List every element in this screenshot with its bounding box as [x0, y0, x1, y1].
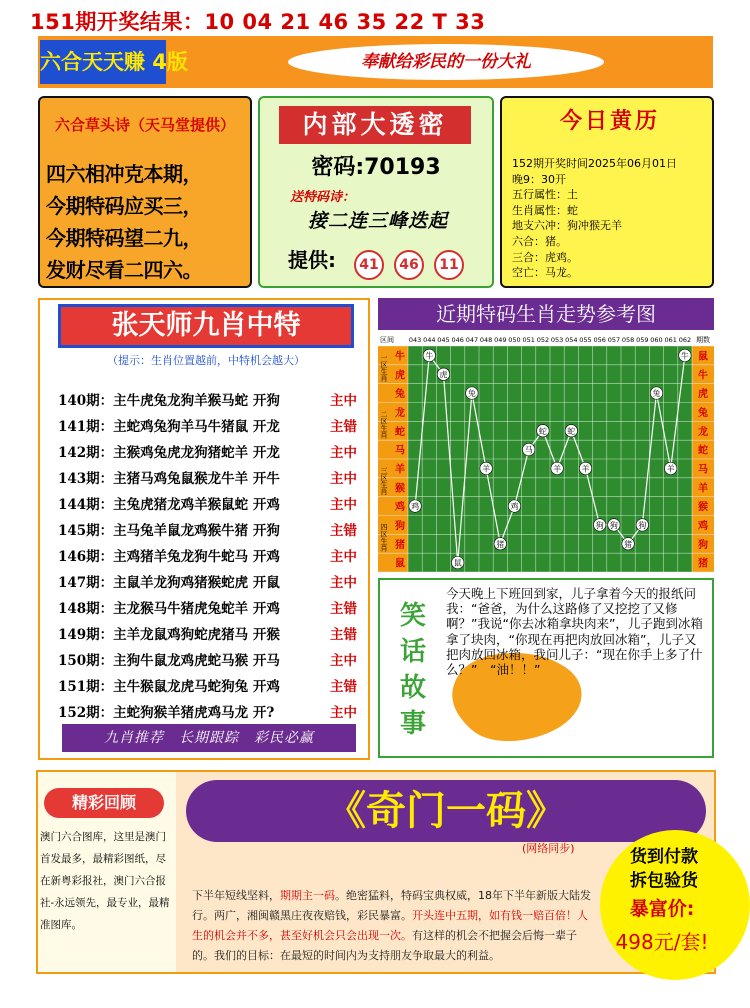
- prediction-text: 150期：主狗牛鼠龙鸡虎蛇马猴 开马: [58, 653, 280, 669]
- prediction-row: [58, 596, 366, 622]
- period-label: 052: [536, 336, 550, 344]
- left-zodiac-label: 猴: [395, 483, 405, 495]
- zone-label: 一区生肖: [380, 354, 388, 382]
- joke-text: 今天晚上下班回到家，儿子拿着今天的报纸问我：“爸爸，为什么这路修了又挖挖了又修啊？”我说“你去冰箱拿块肉来”，儿子跑到冰箱拿了块肉，“你现在再把肉放回冰箱”，儿子又把肉放回冰箱，我问儿子：“现在你手上多了什么？” “油！！”: [446, 586, 703, 678]
- trend-point-label: 狗: [638, 520, 647, 530]
- trend-title: 近期特码生肖走势参考图: [378, 298, 714, 330]
- zone-label: 二区生肖: [380, 410, 388, 439]
- prediction-text: 152期：主蛇狗猴羊猪虎鸡马龙 开?: [58, 705, 275, 721]
- poem-line: 今期特码望二九，: [46, 226, 202, 250]
- trend-point-label: 羊: [482, 464, 491, 474]
- trend-point-label: 狗: [595, 520, 604, 530]
- prediction-result: 主错: [330, 627, 357, 643]
- left-zodiac-label: 狗: [395, 520, 405, 532]
- almanac-line: 六合：猪。: [512, 234, 567, 248]
- trend-point-label: 蛇: [538, 426, 547, 436]
- almanac-line: 三合：虎鸡。: [512, 250, 578, 264]
- poem-lines: [46, 158, 251, 286]
- prediction-text: 143期：主猪马鸡兔鼠猴龙牛羊 开牛: [58, 471, 280, 487]
- trend-point-label: 虎: [439, 370, 448, 380]
- prediction-row: [58, 570, 366, 596]
- period-label: 047: [465, 336, 479, 344]
- period-label: 046: [451, 336, 464, 344]
- period-label: 056: [593, 336, 606, 344]
- description-segment: 。绝密猛料，特码宝典权威，18年下半年新版大陆发行。两广，湘闽赣黑庄夜夜赔钱，彩民暴富。: [192, 889, 591, 922]
- right-zodiac-label: 虎: [698, 389, 708, 401]
- prediction-row: [58, 674, 366, 700]
- prediction-result: 主中: [330, 445, 357, 461]
- description-segment: 开头连中五期，如有钱一赔百倍！人生的机会并不多，甚至好机会只会出现一次。: [192, 909, 588, 942]
- prediction-row: [58, 544, 366, 570]
- nine-hint: （提示：生肖位置越前，中特机会越大）: [107, 354, 305, 367]
- prediction-row: [58, 700, 366, 726]
- trend-point-label: 猪: [624, 539, 633, 549]
- secret-title: 内部大透密: [279, 106, 471, 144]
- period-label: 044: [423, 336, 436, 344]
- prediction-row: [58, 518, 366, 544]
- trend-point-label: 兔: [467, 389, 476, 399]
- prediction-result: 主错: [330, 679, 357, 695]
- provide-label: 提供:: [288, 248, 336, 272]
- joke-label: 笑 话 故 事: [399, 601, 426, 739]
- poem-line: 发财尽看二四六。: [46, 258, 202, 282]
- number-ball: 41: [354, 250, 384, 280]
- prediction-result: 主错: [330, 523, 357, 539]
- inspect-label: 拆包验货: [630, 871, 698, 891]
- prediction-result: 主中: [330, 471, 357, 487]
- prediction-text: 141期：主蛇鸡兔狗羊马牛猪鼠 开龙: [58, 419, 280, 435]
- poem-line: 今期特码应买三，: [46, 194, 202, 218]
- right-zodiac-label: 羊: [698, 483, 708, 495]
- prediction-row: [58, 440, 366, 466]
- trend-point-label: 猪: [496, 539, 505, 549]
- right-zodiac-label: 兔: [698, 407, 708, 419]
- almanac-line: 五行属性：土: [512, 188, 578, 202]
- period-label: 043: [408, 336, 422, 344]
- prediction-text: 149期：主羊龙鼠鸡狗蛇虎猪马 开猴: [58, 627, 280, 643]
- cod-label: 货到付款: [630, 847, 698, 867]
- period-label: 054: [565, 336, 578, 344]
- trend-point-label: 兔: [652, 389, 661, 399]
- zone-label: 三区生肖: [380, 467, 388, 495]
- number-ball: 46: [394, 250, 424, 280]
- left-zodiac-label: 牛: [395, 351, 405, 363]
- prediction-row: [58, 648, 366, 674]
- prediction-result: 主中: [330, 393, 357, 409]
- left-zodiac-label: 兔: [395, 389, 405, 401]
- period-label: 057: [607, 336, 621, 344]
- right-zodiac-label: 鸡: [698, 520, 708, 532]
- description-segment: 期期主一码: [280, 889, 335, 902]
- prediction-text: 151期：主牛猴鼠龙虎马蛇狗兔 开鸡: [58, 679, 280, 695]
- almanac-line: 地支六冲：狗冲猴无羊: [512, 219, 622, 233]
- right-zodiac-label: 狗: [698, 539, 708, 551]
- poem-line: 四六相冲克本期，: [46, 162, 202, 186]
- right-zodiac-label: 鼠: [698, 351, 708, 363]
- highlight-text: 澳门六合图库，这里是澳门首发最多，最精彩图纸，尽在新粤彩报社，澳门六合报社-永远领先，最专业，最精准图库。: [40, 831, 170, 931]
- trend-point-label: 蛇: [567, 426, 576, 436]
- left-zodiac-label: 蛇: [395, 426, 405, 438]
- left-zodiac-label: 龙: [395, 407, 405, 419]
- trend-point-label: 羊: [581, 464, 590, 474]
- period-label: 062: [678, 336, 692, 344]
- period-label: 058: [621, 336, 635, 344]
- network-sync-note: (网络同步): [522, 842, 575, 855]
- trend-point-label: 鸡: [510, 502, 519, 512]
- zone-label: 四区生肖: [380, 523, 388, 552]
- period-label: 050: [508, 336, 521, 344]
- left-zodiac-label: 猪: [395, 539, 405, 551]
- prediction-row: [58, 388, 366, 414]
- prediction-text: 146期：主鸡猪羊兔龙狗牛蛇马 开鸡: [58, 549, 280, 565]
- almanac-line: 生肖属性：蛇: [512, 203, 578, 217]
- prediction-result: 主错: [330, 601, 357, 617]
- almanac-line: 空亡：马龙。: [512, 266, 578, 280]
- edition-title: 六合天天赚 4版: [40, 40, 166, 84]
- almanac-line: 晚9：30开: [512, 172, 566, 186]
- nine-title: 张天师九肖中特: [111, 310, 301, 341]
- price-value: 498元/套!: [615, 930, 709, 954]
- qimen-banner: 《奇门一码》: [186, 780, 706, 842]
- prediction-row: [58, 466, 366, 492]
- prediction-result: 主中: [330, 549, 357, 565]
- trend-point-label: 马: [524, 445, 533, 455]
- prediction-result: 主错: [330, 419, 357, 435]
- prediction-text: 145期：主马兔羊鼠龙鸡猴牛猪 开狗: [58, 523, 280, 539]
- header-slogan: 奉献给彩民的一份大礼: [288, 44, 604, 80]
- nine-footer: 九肖推荐 长期跟踪 彩民必赢: [62, 724, 356, 752]
- prediction-row: [58, 414, 366, 440]
- period-label: 051: [522, 336, 535, 344]
- period-label: 059: [636, 336, 649, 344]
- trend-header-left: 区间: [380, 336, 394, 344]
- trend-point-label: 羊: [666, 464, 675, 474]
- description-segment: 下半年短线坚料，: [192, 889, 280, 902]
- left-zodiac-label: 鼠: [395, 558, 405, 570]
- prediction-text: 140期：主牛虎兔龙狗羊猴马蛇 开狗: [58, 393, 280, 409]
- right-zodiac-label: 猪: [698, 558, 708, 570]
- prediction-result: 主中: [330, 653, 357, 669]
- trend-header-right: 期数: [696, 336, 710, 344]
- period-label: 055: [579, 336, 592, 344]
- secret-slogan: 接二连三峰迭起: [307, 210, 448, 232]
- prediction-text: 147期：主鼠羊龙狗鸡猪猴蛇虎 开鼠: [58, 575, 280, 591]
- trend-point-label: 羊: [553, 464, 562, 474]
- almanac-title: 今日黄历: [559, 108, 660, 134]
- draw-result-title: 151期开奖结果：10 04 21 46 35 22 T 33: [30, 10, 486, 34]
- right-zodiac-label: 马: [698, 464, 708, 476]
- trend-point-label: 牛: [425, 351, 434, 361]
- number-ball: 11: [434, 250, 464, 280]
- period-label: 049: [494, 336, 507, 344]
- period-label: 045: [437, 336, 450, 344]
- almanac-line: 152期开奖时间2025年06月01日: [512, 157, 677, 170]
- left-zodiac-label: 羊: [395, 464, 405, 476]
- prediction-row: [58, 492, 366, 518]
- trend-point-label: 狗: [609, 520, 618, 530]
- right-zodiac-label: 蛇: [698, 445, 708, 457]
- right-zodiac-label: 猴: [698, 502, 708, 514]
- period-label: 048: [479, 336, 493, 344]
- left-zodiac-label: 鸡: [395, 502, 405, 514]
- trend-chart: [378, 332, 714, 572]
- nine-rows: [58, 388, 366, 726]
- period-label: 053: [550, 336, 564, 344]
- prediction-row: [58, 622, 366, 648]
- prediction-text: 148期：主龙猴马牛猪虎兔蛇羊 开鸡: [58, 601, 280, 617]
- prediction-result: 主中: [330, 497, 357, 513]
- description-segment: 有这样的机会不把握会后悔一辈子的。我们的目标：在最短的时间内为支持朋友争取最大的利益。: [192, 929, 577, 962]
- poem-title: 六合草头诗（天马堂提供）: [54, 116, 235, 134]
- prediction-result: 主中: [330, 575, 357, 591]
- trend-point-label: 鸡: [411, 502, 420, 512]
- period-label: 060: [650, 336, 663, 344]
- trend-point-label: 牛: [680, 351, 689, 361]
- prediction-text: 142期：主猴鸡兔虎龙狗猪蛇羊 开龙: [58, 445, 280, 461]
- period-label: 061: [664, 336, 677, 344]
- almanac-lines: [512, 156, 710, 281]
- right-zodiac-label: 龙: [698, 426, 708, 438]
- left-zodiac-label: 马: [395, 445, 405, 457]
- prediction-text: 144期：主兔虎猪龙鸡羊猴鼠蛇 开鸡: [58, 497, 280, 513]
- bottom-description: [192, 886, 598, 966]
- highlight-badge: 精彩回顾: [44, 788, 164, 818]
- left-zodiac-label: 虎: [395, 370, 405, 382]
- prediction-result: 主中: [330, 705, 357, 721]
- price-label: 暴富价:: [629, 898, 695, 920]
- secret-code: 密码:70193: [311, 155, 441, 180]
- right-zodiac-label: 牛: [698, 370, 708, 382]
- trend-point-label: 鼠: [453, 558, 462, 568]
- secret-subtitle: 送特码诗：: [290, 190, 356, 205]
